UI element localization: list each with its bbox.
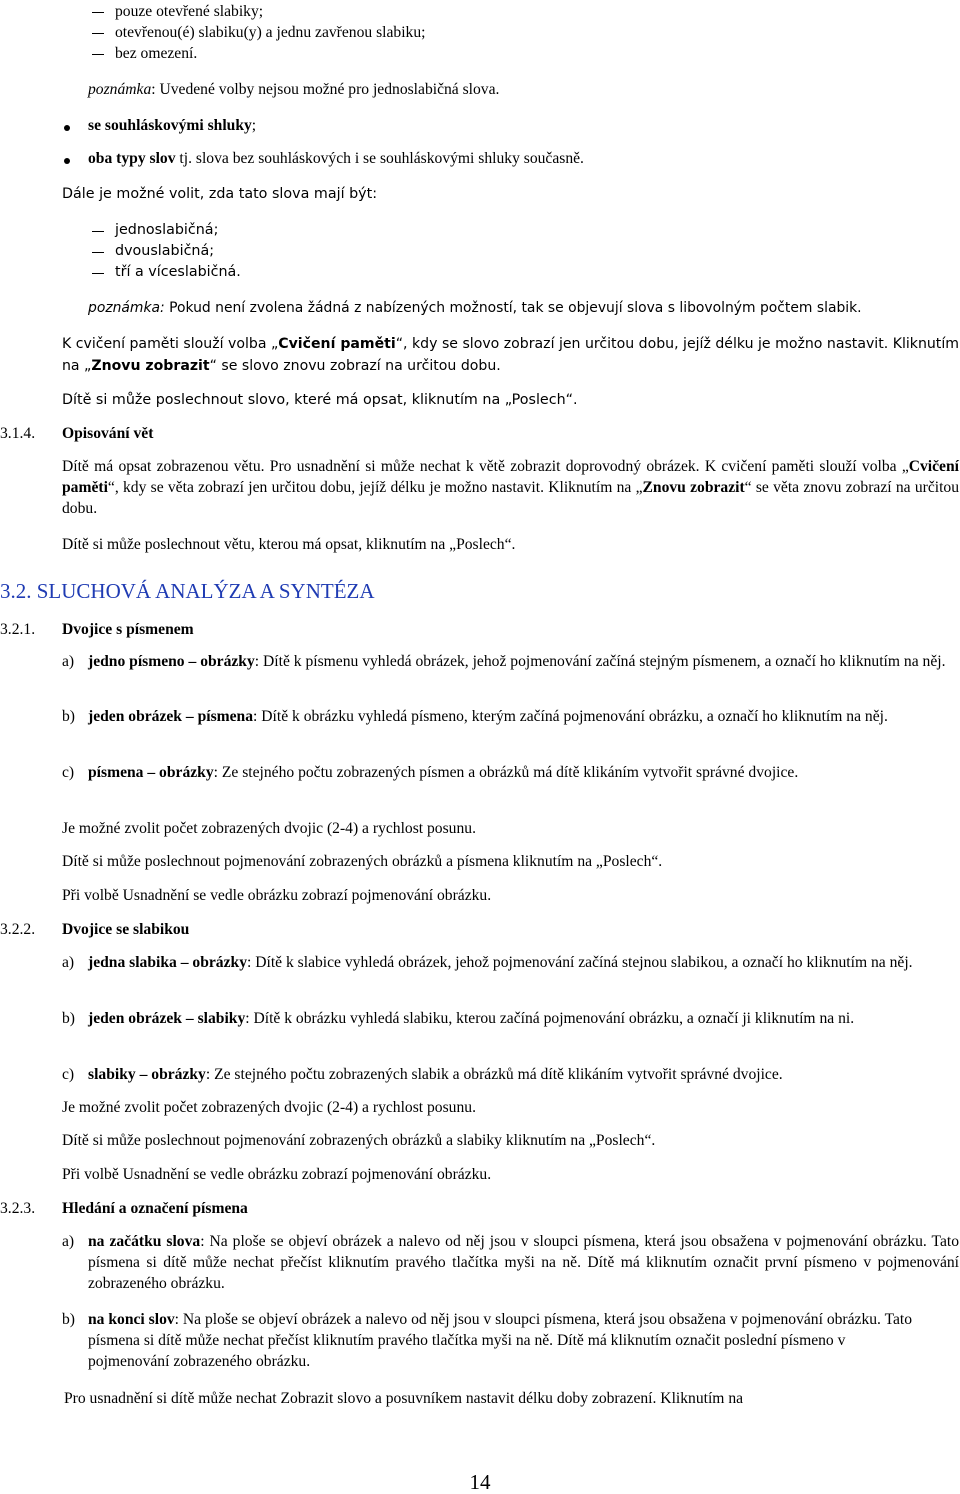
listen-word-line: Dítě si může poslechnout slovo, které má opsat, kliknutím na „Poslech“. <box>62 392 578 408</box>
note-label: poznámka <box>88 81 152 98</box>
section-title: Hledání a označení písmena <box>62 1200 248 1217</box>
list-item: tří a víceslabičná. <box>115 264 241 280</box>
dash-marker <box>92 54 104 55</box>
page-number: 14 <box>469 1470 491 1494</box>
list-item: bez omezení. <box>115 45 198 62</box>
syllables-intro: Dále je možné volit, zda tato slova mají být: <box>62 186 378 202</box>
bullet-marker <box>64 125 70 131</box>
list-item <box>88 1064 783 1085</box>
last-paragraph-line: Pro usnadnění si dítě může nechat Zobrazit slovo a posuvníkem nastavit délku doby zobrazení. Kliknutím na <box>64 1390 744 1407</box>
section-title: Dvojice s písmenem <box>62 621 194 638</box>
item-text: : Dítě k obrázku vyhledá písmeno, kterým začíná pojmenování obrázku, a označí ho kliknutím na něj. <box>253 708 888 725</box>
note-line: Při volbě Usnadnění se vedle obrázku zobrazí pojmenování obrázku. <box>62 1166 492 1183</box>
text-run: “, kdy se slovo zobrazí jen určitou dobu, jejíž délku je možno nastavit. Kliknutím na „ <box>62 336 959 374</box>
item-label: b) <box>62 708 75 725</box>
bullet-marker <box>64 158 70 164</box>
note-line: Je možné zvolit počet zobrazených dvojic (2-4) a rychlost posunu. <box>62 1099 476 1116</box>
list-item <box>88 762 959 783</box>
memory-paragraph <box>62 333 959 377</box>
note-paragraph <box>88 79 499 100</box>
item-label: a) <box>62 954 75 971</box>
item-label: a) <box>62 653 75 670</box>
item-label: a) <box>62 1233 75 1250</box>
list-item: jednoslabičná; <box>115 222 219 238</box>
list-item <box>88 706 959 727</box>
list-item <box>88 1231 959 1294</box>
note-line: Dítě si může poslechnout pojmenování zobrazených obrázků a písmena kliknutím na „Poslech“. <box>62 853 663 870</box>
list-item: pouze otevřené slabiky; <box>115 3 264 20</box>
item-text: : Na ploše se objeví obrázek a nalevo od něj jsou v sloupci písmena, která jsou obsažena v pojmenování obrázku. Tato písmena si dítě může nechat přečíst kliknutím pravého tlačítka myši na ně. Dítě má kliknutím označit první písmeno v pojmenování zobrazeného obrázku. <box>88 1233 959 1292</box>
bullet-text: tj. slova bez souhláskových i se souhláskovými shluky současně. <box>175 150 584 167</box>
bullet-item <box>88 148 584 169</box>
item-bold: písmena – obrázky <box>88 764 214 781</box>
item-bold: jeden obrázek – slabiky <box>88 1010 246 1027</box>
note-text: Pokud není zvolena žádná z nabízených možností, tak se objevují slova s libovolným počtem slabik. <box>164 300 862 316</box>
item-label: c) <box>62 1066 75 1083</box>
bullet-bold: oba typy slov <box>88 150 176 167</box>
item-label: b) <box>62 1311 75 1328</box>
listen-sentence-line: Dítě si může poslechnout větu, kterou má opsat, kliknutím na „Poslech“. <box>62 536 516 553</box>
bullet-item <box>88 115 256 136</box>
section-title: Dvojice se slabikou <box>62 921 190 938</box>
note-text: : Uvedené volby nejsou možné pro jednoslabičná slova. <box>151 81 500 98</box>
bullet-bold: se souhláskovými shluky <box>88 117 252 134</box>
item-bold: jeden obrázek – písmena <box>88 708 254 725</box>
section-title: Opisování vět <box>62 425 154 442</box>
list-item: otevřenou(é) slabiku(y) a jednu zavřenou slabiku; <box>115 24 426 41</box>
item-bold: jedno písmeno – obrázky <box>88 653 255 670</box>
note-label: poznámka: <box>88 300 165 316</box>
section-number: 3.2.3. <box>0 1200 36 1217</box>
sentence-paragraph <box>62 456 959 519</box>
list-item <box>88 1309 918 1372</box>
item-bold: na začátku slova <box>88 1233 201 1250</box>
text-run: Dítě má opsat zobrazenou větu. Pro usnadnění si může nechat k větě zobrazit doprovodný obrázek. K cvičení paměti slouží volba „ <box>62 458 909 475</box>
chapter-heading: 3.2. SLUCHOVÁ ANALÝZA A SYNTÉZA <box>0 579 375 603</box>
item-text: : Dítě k slabice vyhledá obrázek, jehož pojmenování začíná stejnou slabikou, a označí ho kliknutím na něj. <box>247 954 913 971</box>
dash-marker <box>92 231 104 232</box>
list-item <box>88 651 959 672</box>
list-item: dvouslabičná; <box>115 243 215 259</box>
item-bold: na konci slov <box>88 1311 175 1328</box>
item-text: : Ze stejného počtu zobrazených slabik a obrázků má dítě klikáním vytvořit správné dvojice. <box>205 1066 783 1083</box>
item-text: : Na ploše se objeví obrázek a nalevo od něj jsou v sloupci písmena, která jsou obsažena v pojmenování obrázku. Tato písmena si dítě může nechat přečíst kliknutím pravého tlačítka myši na ně. Dítě má kliknutím označit poslední písmeno v pojmenování zobrazeného obrázku. <box>88 1311 913 1370</box>
text-run: “ se věta znovu zobrazí na určitou dobu. <box>62 479 959 517</box>
dash-marker <box>92 12 104 13</box>
item-text: : Dítě k písmenu vyhledá obrázek, jehož pojmenování začíná stejným písmenem, a označí ho kliknutím na něj. <box>254 653 946 670</box>
bold-term: Znovu zobrazit <box>642 479 745 496</box>
item-text: : Dítě k obrázku vyhledá slabiku, kterou začíná pojmenování obrázku, a označí ji kliknutím na ni. <box>245 1010 855 1027</box>
bullet-text: ; <box>251 117 257 134</box>
list-item <box>88 952 959 973</box>
note-line: Dítě si může poslechnout pojmenování zobrazených obrázků a slabiky kliknutím na „Poslech“. <box>62 1132 656 1149</box>
note-line: Při volbě Usnadnění se vedle obrázku zobrazí pojmenování obrázku. <box>62 887 492 904</box>
text-run: “, kdy se věta zobrazí jen určitou dobu, jejíž délku je možno nastavit. Kliknutím na „ <box>107 479 643 496</box>
section-number: 3.2.1. <box>0 621 36 638</box>
dash-marker <box>92 252 104 253</box>
item-bold: jedna slabika – obrázky <box>88 954 247 971</box>
item-bold: slabiky – obrázky <box>88 1066 206 1083</box>
bold-term: Znovu zobrazit <box>91 358 210 374</box>
item-label: c) <box>62 764 75 781</box>
section-number: 3.1.4. <box>0 425 36 442</box>
bold-term: Cvičení paměti <box>62 458 959 496</box>
dash-marker <box>92 273 104 274</box>
bold-term: Cvičení paměti <box>278 336 396 352</box>
text-run: “ se slovo znovu zobrazí na určitou dobu. <box>209 358 501 374</box>
list-item <box>88 1008 959 1029</box>
note-paragraph <box>88 298 862 319</box>
text-run: K cvičení paměti slouží volba „ <box>62 336 279 352</box>
item-text: : Ze stejného počtu zobrazených písmen a obrázků má dítě klikáním vytvořit správné dvojice. <box>213 764 799 781</box>
section-number: 3.2.2. <box>0 921 36 938</box>
note-line: Je možné zvolit počet zobrazených dvojic (2-4) a rychlost posunu. <box>62 820 476 837</box>
item-label: b) <box>62 1010 75 1027</box>
dash-marker <box>92 33 104 34</box>
